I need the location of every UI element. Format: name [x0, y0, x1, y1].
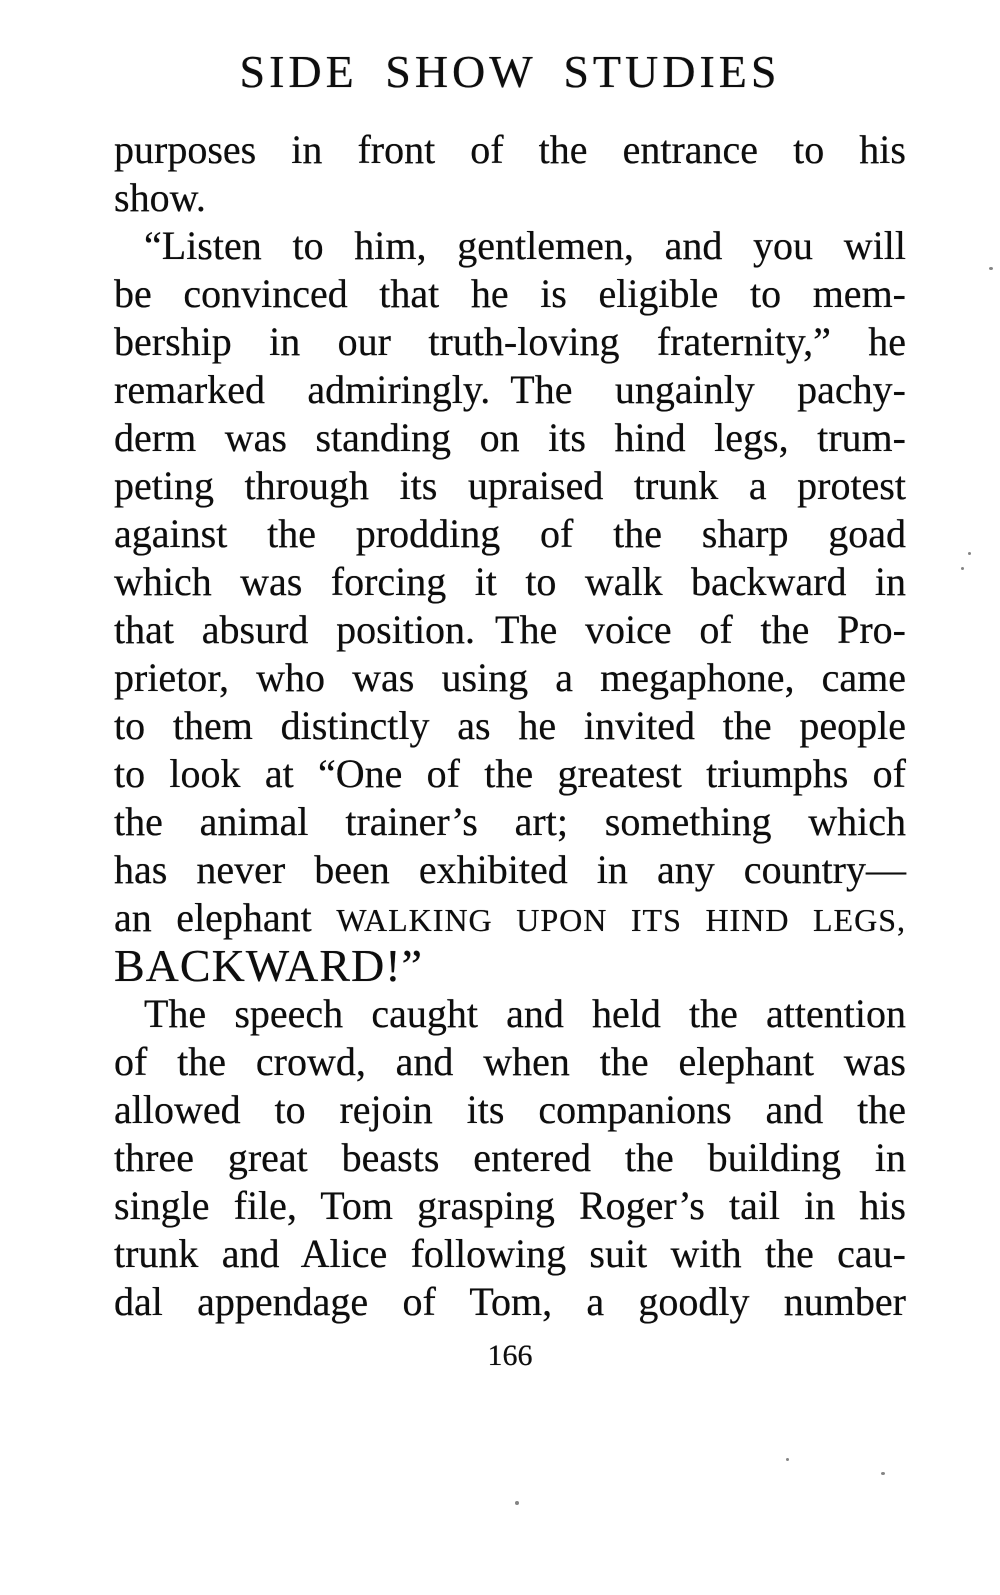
- body-text: show.: [114, 175, 206, 220]
- body-text: peting through its upraised trunk a protest: [114, 463, 906, 508]
- text-line: [114, 798, 906, 846]
- scan-speck: [786, 1458, 789, 1461]
- text-line: [114, 1230, 906, 1278]
- text-line: [114, 1086, 906, 1134]
- body-text: purposes in front of the entrance to his: [114, 127, 906, 172]
- text-line: [114, 702, 906, 750]
- body-text: bership in our truth-loving fraternity,” he: [114, 319, 906, 364]
- text-line: [114, 654, 906, 702]
- text-line: [114, 222, 906, 270]
- text-block: [114, 126, 906, 1326]
- body-text: be convinced that he is eligible to mem-: [114, 271, 906, 316]
- body-text: prietor, who was using a megaphone, came: [114, 655, 906, 700]
- body-text: derm was standing on its hind legs, trum-: [114, 415, 906, 460]
- text-line: [114, 1038, 906, 1086]
- display-caps-text: BACKWARD!”: [114, 940, 423, 991]
- text-line: [114, 1278, 906, 1326]
- body-text: which was forcing it to walk backward in: [114, 559, 906, 604]
- text-line: [114, 126, 906, 174]
- body-text: three great beasts entered the building in: [114, 1135, 906, 1180]
- scan-speck: [881, 1472, 885, 1475]
- body-text: dal appendage of Tom, a goodly number: [114, 1279, 906, 1324]
- body-text: that absurd position. The voice of the Pro-: [114, 607, 906, 652]
- body-text: to them distinctly as he invited the people: [114, 703, 906, 748]
- body-text: trunk and Alice following suit with the cau-: [114, 1231, 906, 1276]
- text-line: [114, 606, 906, 654]
- page-number: 166: [487, 1339, 533, 1372]
- text-line: [114, 174, 906, 222]
- body-text: “Listen to him, gentlemen, and you will: [144, 223, 906, 268]
- text-line: [114, 942, 906, 990]
- body-text: the animal trainer’s art; something which: [114, 799, 906, 844]
- scan-speck: [968, 552, 971, 555]
- text-line: [114, 1134, 906, 1182]
- body-text: allowed to rejoin its companions and the: [114, 1087, 906, 1132]
- body-text: to look at “One of the greatest triumphs of: [114, 751, 906, 796]
- small-caps-text: WALKING UPON ITS HIND LEGS,: [336, 902, 906, 938]
- scan-speck: [989, 267, 993, 270]
- body-text: against the prodding of the sharp goad: [114, 511, 906, 556]
- text-line: [114, 558, 906, 606]
- text-line: [114, 894, 906, 942]
- scan-speck: [961, 567, 964, 570]
- text-line: [114, 366, 906, 414]
- body-text: has never been exhibited in any country—: [114, 847, 906, 892]
- text-line: [114, 750, 906, 798]
- text-line: [114, 414, 906, 462]
- body-text: The speech caught and held the attention: [144, 991, 906, 1036]
- body-text: remarked admiringly. The ungainly pachy-: [114, 367, 906, 412]
- body-text: single file, Tom grasping Roger’s tail in his: [114, 1183, 906, 1228]
- text-line: [114, 462, 906, 510]
- text-line: [114, 318, 906, 366]
- text-line: [114, 846, 906, 894]
- body-text: an elephant: [114, 895, 337, 940]
- running-head-title: SIDE SHOW STUDIES: [239, 46, 781, 97]
- scan-speck: [515, 1501, 519, 1505]
- text-line: [114, 510, 906, 558]
- text-line: [114, 990, 906, 1038]
- body-text: of the crowd, and when the elephant was: [114, 1039, 906, 1084]
- text-line: [114, 270, 906, 318]
- text-line: [114, 1182, 906, 1230]
